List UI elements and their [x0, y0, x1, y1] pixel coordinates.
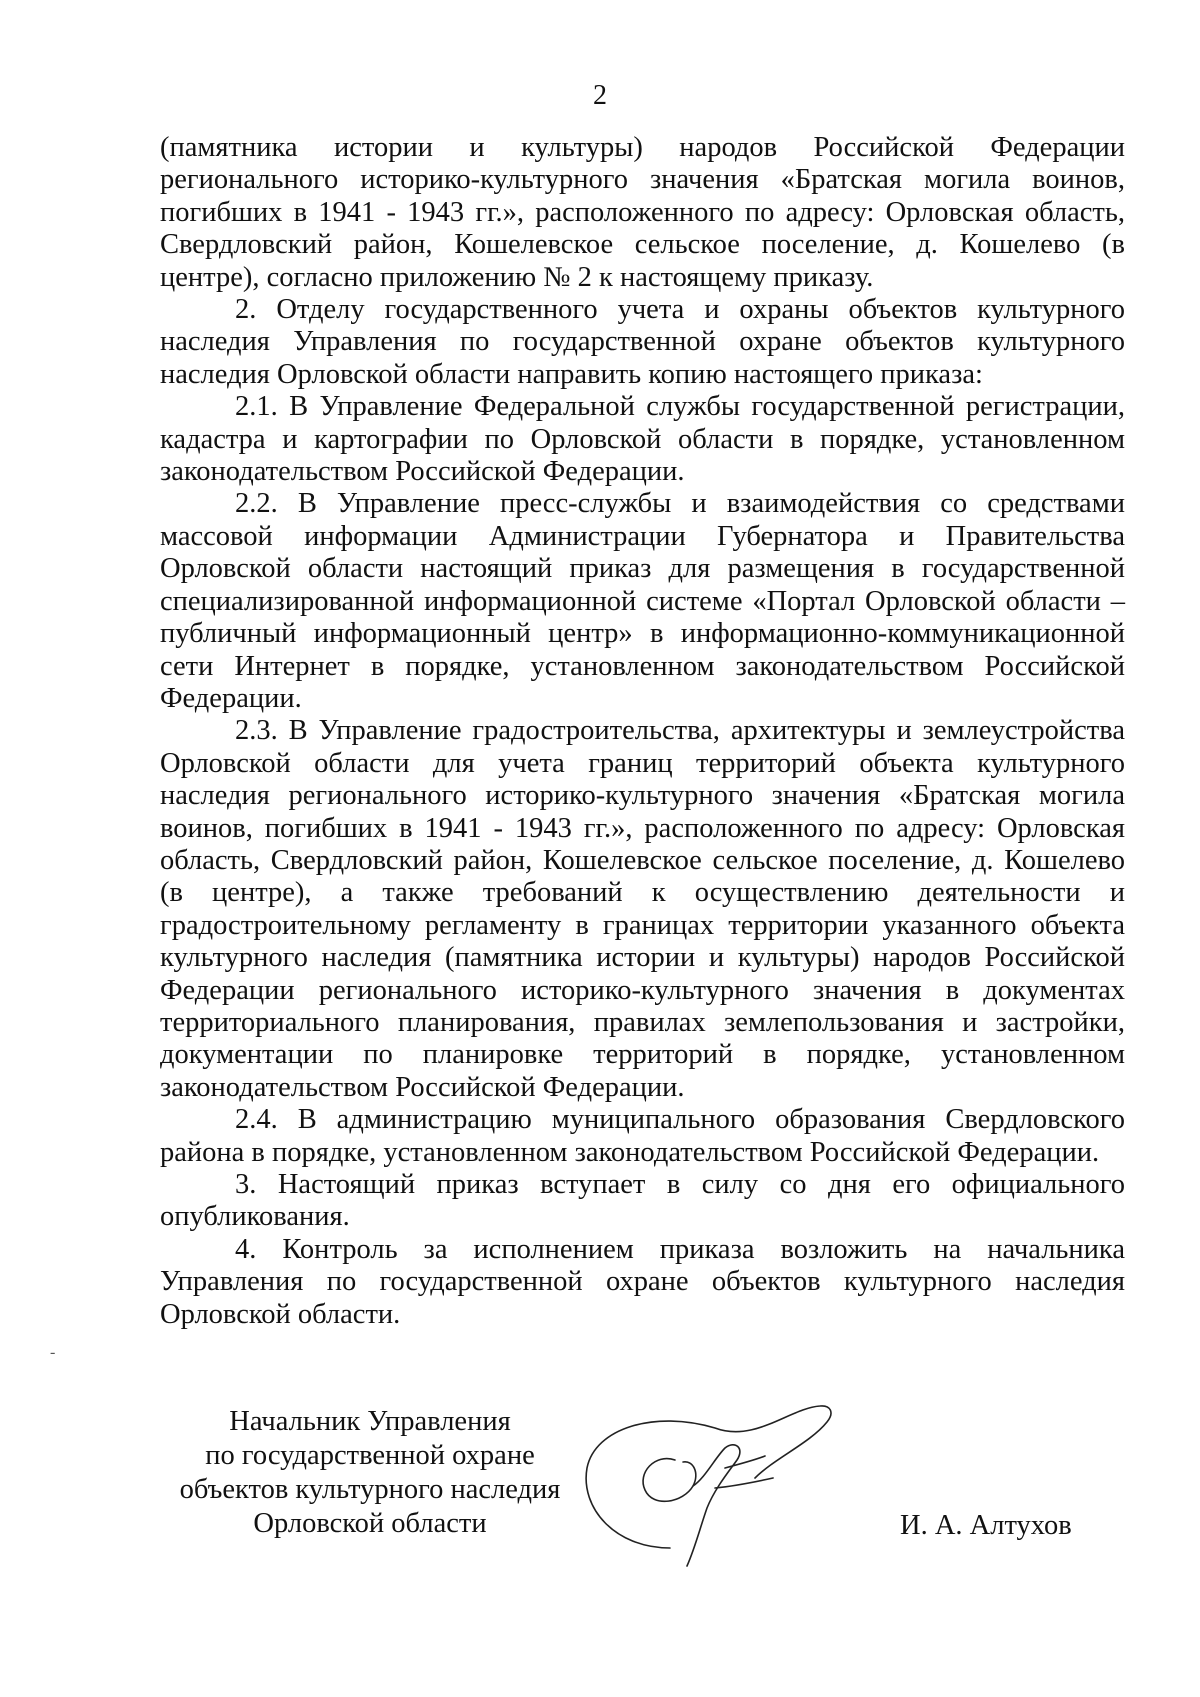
position-line: объектов культурного наследия — [179, 1474, 561, 1505]
paragraph-2-3: 2.3. В Управление градостроительства, архитектуры и землеустройства Орловской области для учета границ территорий объекта культурного наследия регионального историко-культурного значения «Братская могила воинов, погибших в 1941 - 1943 гг.», расположенного по адресу: Орловская область, Свердловский район, Кошелевское сельское поселение, д. Кошелево (в центре), а также требований к осуществлению деятельности и градостроительному регламенту в границах территории указанного объекта культурного наследия (памятника истории и культуры) народов Российской Федерации регионального историко-культурного значения в документах территориального планирования, правилах землепользования и застройки, документации по планировке территорий в порядке, установленном законодательством Российской Федерации. — [160, 715, 1125, 1103]
margin-mark: - — [50, 1344, 56, 1361]
paragraph-3: 3. Настоящий приказ вступает в силу со дня его официального опубликования. — [160, 1169, 1125, 1233]
position-line: Начальник Управления — [229, 1406, 511, 1437]
position-line: по государственной охране — [205, 1440, 535, 1471]
paragraph-2-1: 2.1. В Управление Федеральной службы государственной регистрации, кадастра и картографии по Орловской области в порядке, установленном законодательством Российской Федерации. — [160, 391, 1125, 488]
signatory-name: И. А. Алтухов — [900, 1510, 1072, 1541]
handwritten-signature — [575, 1398, 845, 1568]
paragraph-2-4: 2.4. В администрацию муниципального образования Свердловского района в порядке, установленном законодательством Российской Федерации. — [160, 1104, 1125, 1168]
paragraph-4: 4. Контроль за исполнением приказа возложить на начальника Управления по государственной охране объектов культурного наследия Орловской области. — [160, 1233, 1125, 1330]
position-line: Орловской области — [253, 1508, 487, 1539]
signatory-position — [160, 1405, 580, 1541]
paragraph-2-2: 2.2. В Управление пресс-службы и взаимодействия со средствами массовой информации Администрации Губернатора и Правительства Орловской области настоящий приказ для размещения в государственной специализированной информационной системе «Портал Орловской области – публичный информационный центр» в информационно-коммуникационной сети Интернет в порядке, установленном законодательством Российской Федерации. — [160, 488, 1125, 714]
page-number: 2 — [593, 80, 607, 111]
document-body — [160, 132, 1125, 1331]
paragraph-1-continuation: (памятника истории и культуры) народов Российской Федерации регионального историко-культурного значения «Братская могила воинов, погибших в 1941 - 1943 гг.», расположенного по адресу: Орловская область, Свердловский район, Кошелевское сельское поселение, д. Кошелево (в центре), согласно приложению № 2 к настоящему приказу. — [160, 132, 1125, 293]
paragraph-2: 2. Отделу государственного учета и охраны объектов культурного наследия Управления по государственной охране объектов культурного наследия Орловской области направить копию настоящего приказа: — [160, 294, 1125, 390]
